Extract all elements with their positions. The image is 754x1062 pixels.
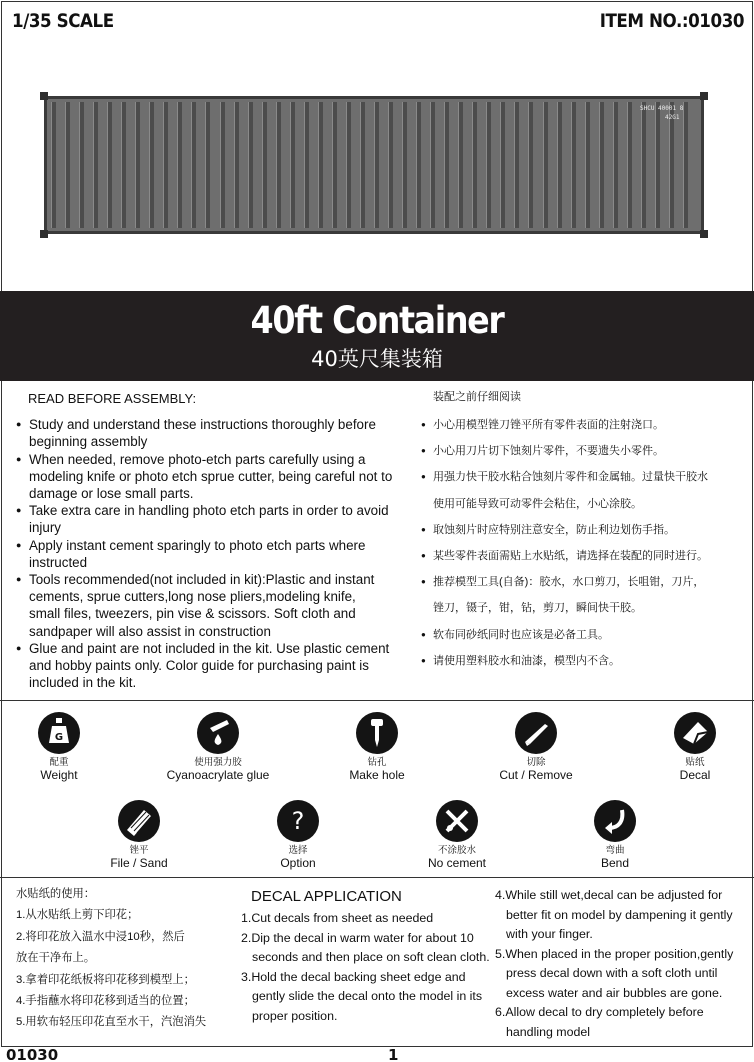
decal-step-cn: 放在干净布上。 <box>16 952 96 965</box>
instruction-bullet-cn-line: ● 软布同砂纸同时也应该是必备工具。 <box>433 628 609 641</box>
container-corrugation-rib <box>683 102 688 228</box>
corner-casting <box>700 92 708 100</box>
instruction-bullet-cn <box>421 464 751 516</box>
svg-text:G: G <box>54 732 64 743</box>
container-corrugation-rib <box>486 102 491 228</box>
container-id-marking: SHCU 40001 8 <box>640 105 684 112</box>
instruction-bullet-line: sandpaper will also assist in construction <box>29 623 271 639</box>
instruction-bullet <box>16 537 414 571</box>
container-corrugation-rib <box>627 102 632 228</box>
instruction-bullet-line: instructed <box>29 554 88 570</box>
instruction-bullet-line: damage or lose small parts. <box>29 486 194 502</box>
container-corrugation-rib <box>585 102 590 228</box>
container-corrugation-rib <box>121 102 126 228</box>
icon-label-en: Cyanoacrylate glue <box>166 768 270 782</box>
icon-file-sand <box>84 800 194 870</box>
instruction-bullet-line: ● Tools recommended(not included in kit):Plastic and instant <box>29 572 375 588</box>
instruction-bullet-cn <box>421 438 751 464</box>
icon-bend <box>560 800 670 870</box>
decal-step <box>495 886 753 945</box>
divider <box>0 700 754 701</box>
instruction-bullet-cn <box>421 543 751 569</box>
instruction-bullet <box>16 502 414 536</box>
container-corrugation-rib <box>514 102 519 228</box>
icon-label-cn: 选择 <box>288 845 308 856</box>
icon-label-en: Make hole <box>349 768 405 782</box>
container-corrugation-rib <box>430 102 435 228</box>
instruction-bullet-line: ● Take extra care in handling photo etch parts in order to avoid <box>29 503 389 519</box>
title-english: 40ft Container <box>250 299 504 342</box>
divider <box>0 877 754 878</box>
container-corrugation-rib <box>571 102 576 228</box>
instruction-bullet-cn-line: ● 推荐模型工具(自备)：胶水，水口剪刀，长咀钳，刀片， <box>433 576 705 589</box>
container-corrugation-rib <box>444 102 449 228</box>
decal-step-line: 3.Hold the decal backing sheet edge and <box>241 969 466 984</box>
container-corrugation-rib <box>458 102 463 228</box>
decal-instructions-cn <box>16 884 238 1034</box>
decal-step-line: seconds and then place on soft clean cloth. <box>252 950 490 964</box>
corner-casting <box>40 230 48 238</box>
decal-step-line: 4.While still wet,decal can be adjusted for <box>495 888 723 902</box>
no-cement-icon <box>436 800 478 842</box>
icon-cut-remove <box>481 712 591 782</box>
instruction-bullet-cn <box>421 648 751 674</box>
decal-step <box>241 929 501 968</box>
decal-step <box>241 909 501 929</box>
icon-label-en: Bend <box>600 856 630 870</box>
decal-step-line: with your finger. <box>506 927 593 941</box>
decal-title: DECAL APPLICATION <box>251 888 402 905</box>
footer-code: 01030 <box>6 1046 59 1062</box>
decal-step-line: 5.When placed in the proper position,gently <box>495 946 734 961</box>
container-corrugation-rib <box>543 102 548 228</box>
instruction-bullet-line: and hobby paints only. Color guide for purchasing paint is <box>29 658 369 674</box>
decal-step-line: gently slide the decal onto the model in its <box>252 989 483 1003</box>
decal-instructions-en-right <box>495 886 753 1042</box>
decal-sheet-icon <box>674 712 716 754</box>
icon-label-en: Cut / Remove <box>499 768 573 782</box>
container-corrugation-rib <box>318 102 323 228</box>
container-corrugation-rib <box>234 102 239 228</box>
question-mark-icon <box>277 800 319 842</box>
icon-label-cn: 不涂胶水 <box>437 845 476 856</box>
decal-step-line: proper position. <box>252 1008 338 1023</box>
decal-step-line: better fit on model by dampening it gently <box>506 907 733 922</box>
icon-label-cn: 配重 <box>49 757 69 768</box>
container-corrugation-rib <box>149 102 154 228</box>
container-corrugation-rib <box>360 102 365 228</box>
container-corrugation-rib <box>599 102 604 228</box>
instruction-bullet-cn <box>421 569 751 621</box>
decal-step <box>495 1003 753 1042</box>
title-band <box>0 291 754 381</box>
instruction-bullet-cn-line: 锉刀，镊子，钳，钻，剪刀，瞬间快干胶。 <box>433 602 642 615</box>
instruction-bullet-line: included in the kit. <box>29 675 137 691</box>
instruction-bullet-cn-line: ● 小心用刀片切下蚀刻片零件，不要遗失小零件。 <box>433 445 664 458</box>
knife-icon <box>515 712 557 754</box>
icon-label-cn: 弯曲 <box>605 845 625 856</box>
container-corrugation-rib <box>402 102 407 228</box>
decal-step-cn: 1.从水贴纸上剪下印花； <box>16 909 139 922</box>
container-corrugation-rib <box>107 102 112 228</box>
container-corrugation-rib <box>500 102 505 228</box>
instruction-bullet-line: ● Study and understand these instructions thoroughly before <box>29 417 376 433</box>
container-corrugation-rib <box>163 102 168 228</box>
container-corrugation-rib <box>205 102 210 228</box>
instruction-bullet-line: modeling knife or photo etch sprue cutter, being careful not to <box>29 468 393 484</box>
container-corrugation-rib <box>177 102 182 228</box>
title-chinese: 40英尺集装箱 <box>311 347 443 371</box>
instruction-bullet-line: ● Apply instant cement sparingly to photo etch parts where <box>29 537 366 553</box>
container-corrugation-rib <box>93 102 98 228</box>
icon-cyanoacrylate <box>163 712 273 782</box>
container-corrugation-rib <box>472 102 477 228</box>
decal-step <box>495 945 753 1004</box>
icon-label-en: No cement <box>427 856 487 870</box>
instruction-bullet-cn <box>421 622 751 648</box>
container-corrugation-rib <box>79 102 84 228</box>
instructions-english <box>16 390 414 691</box>
container-corrugation-rib <box>51 102 56 228</box>
decal-step-cn: 5.用软布轻压印花直至水干，汽泡消失 <box>16 1016 207 1029</box>
icon-make-hole <box>322 712 432 782</box>
decal-instructions-en-left <box>241 887 501 1026</box>
container-corrugation-rib <box>65 102 70 228</box>
decal-step-line: 6.Allow decal to dry completely before <box>495 1005 704 1019</box>
decal-step-line: 2.Dip the decal in warm water for about 10 <box>241 930 474 945</box>
instructions-chinese <box>421 390 751 674</box>
decal-step-line: excess water and air bubbles are gone. <box>506 985 723 1000</box>
instruction-bullet <box>16 451 414 503</box>
container-corrugation-rib <box>416 102 421 228</box>
icon-label-en: Weight <box>40 768 78 782</box>
container-corrugation-rib <box>262 102 267 228</box>
container-corrugation-rib <box>528 102 533 228</box>
item-number: ITEM NO.:01030 <box>599 10 744 32</box>
glue-bottle-icon <box>197 712 239 754</box>
page-number: 1 <box>388 1046 399 1062</box>
decal-step <box>241 968 501 1027</box>
scale-label: 1/35 SCALE <box>12 10 114 32</box>
instruction-bullet-cn-line: ● 请使用塑料胶水和油漆，模型内不含。 <box>433 654 620 667</box>
container-corrugation-rib <box>388 102 393 228</box>
instruction-bullet-line: cements, sprue cutters,long nose pliers,modeling knife, <box>29 589 356 605</box>
instruction-bullet-cn-line: ● 某些零件表面需贴上水贴纸，请选择在装配的同时进行。 <box>433 550 708 563</box>
container-type-marking: 42G1 <box>665 114 680 121</box>
container-body <box>44 96 704 234</box>
drill-icon <box>356 712 398 754</box>
file-icon <box>118 800 160 842</box>
instruction-bullet <box>16 640 414 692</box>
icon-label-cn: 使用强力胶 <box>194 757 242 768</box>
corner-casting <box>700 230 708 238</box>
instruction-bullet-cn-line: ● 取蚀刻片时应特别注意安全，防止利边划伤手指。 <box>433 523 675 536</box>
container-corrugation-rib <box>641 102 646 228</box>
icon-decal <box>640 712 750 782</box>
bend-arrow-icon <box>594 800 636 842</box>
container-illustration <box>40 92 708 238</box>
icon-label-en: File / Sand <box>110 856 168 870</box>
decal-step-line: handling model <box>506 1024 591 1039</box>
icon-label-en: Decal <box>679 768 711 782</box>
decal-step-cn: 2.将印花放入温水中浸10秒，然后 <box>16 930 185 943</box>
weight-icon <box>38 712 80 754</box>
instruction-bullet-cn <box>421 412 751 438</box>
decal-step-line: press decal down with a soft cloth until <box>506 966 718 980</box>
icon-no-cement <box>402 800 512 870</box>
icon-label-en: Option <box>280 856 316 870</box>
decal-heading-cn: 水贴纸的使用： <box>16 888 96 900</box>
container-corrugation-rib <box>276 102 281 228</box>
svg-text:?: ? <box>291 807 305 835</box>
instruction-bullet-line: small files, tweezers, pin vise & scissors. Soft cloth and <box>29 606 356 622</box>
instruction-bullet-cn-line: 使用可能导致可动零件会粘住，小心涂胶。 <box>433 497 642 510</box>
icon-label-cn: 贴纸 <box>685 757 705 768</box>
instructions-heading-cn: 装配之前仔细阅读 <box>433 391 521 403</box>
instruction-bullet-cn-line: ● 用强力快干胶水粘合蚀刻片零件和金属轴。过量快干胶水 <box>433 471 708 484</box>
decal-step-cn: 4.手指蘸水将印花移到适当的位置； <box>16 995 195 1008</box>
container-corrugation-rib <box>220 102 225 228</box>
container-corrugation-rib <box>613 102 618 228</box>
icon-label-cn: 钻孔 <box>367 757 387 768</box>
container-corrugation-rib <box>191 102 196 228</box>
container-corrugation-rib <box>374 102 379 228</box>
decal-step-cn: 3.拿着印花纸板将印花移到模型上； <box>16 973 195 986</box>
instruction-bullet <box>16 416 414 450</box>
icon-option <box>243 800 353 870</box>
instruction-bullet-line: ● When needed, remove photo-etch parts carefully using a <box>29 451 366 467</box>
container-corrugation-rib <box>346 102 351 228</box>
corner-casting <box>40 92 48 100</box>
icon-label-cn: 切除 <box>526 757 546 768</box>
instruction-bullet-line: injury <box>29 520 61 536</box>
container-corrugation-rib <box>135 102 140 228</box>
instructions-heading: READ BEFORE ASSEMBLY: <box>28 391 197 406</box>
decal-step-line: 1.Cut decals from sheet as needed <box>241 911 434 925</box>
instruction-bullet <box>16 571 414 640</box>
instruction-bullet-cn <box>421 517 751 543</box>
instruction-bullet-cn-line: ● 小心用模型锉刀锉平所有零件表面的注射浇口。 <box>433 419 664 431</box>
container-corrugation-rib <box>332 102 337 228</box>
instruction-bullet-line: beginning assembly <box>29 434 148 450</box>
instruction-bullet-line: ● Glue and paint are not included in the kit. Use plastic cement <box>29 640 390 656</box>
icon-weight <box>4 712 114 782</box>
container-corrugation-rib <box>248 102 253 228</box>
container-corrugation-rib <box>290 102 295 228</box>
icon-label-cn: 锉平 <box>129 845 149 856</box>
container-corrugation-rib <box>557 102 562 228</box>
container-corrugation-rib <box>655 102 660 228</box>
container-corrugation-rib <box>304 102 309 228</box>
